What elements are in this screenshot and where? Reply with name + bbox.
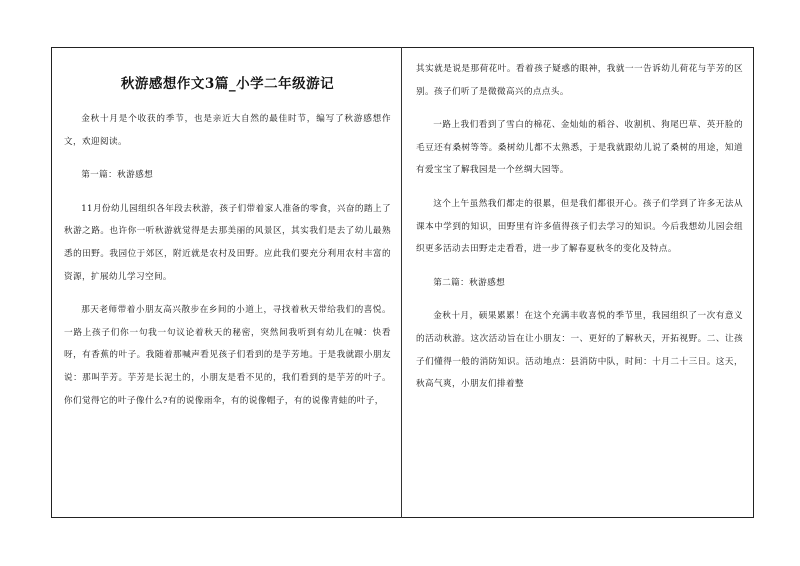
right-column: [416, 58, 743, 407]
section-2-heading: 第二篇：秋游感想: [433, 277, 506, 288]
section-1-paragraph-2: 那天老师带着小朋友高兴散步在乡间的小道上，寻找着秋天带给我们的喜悦。一路上孩子们你一句我一句议论着秋天的秘密，突然间我听到有幼儿在喊：快看呀，有香蕉的叶子。我随着那喊声看见孩子们看到的是芋芳地。于是我就跟小朋友说：那叫芋芳。芋芳是长泥土的，小朋友是看不见的，我们看到的是芋芳的叶子。你们觉得它的叶子像什么?有的说像雨伞，有的说像帽子，有的说像青蛙的叶子，: [64, 305, 391, 406]
section-1-paragraph-2-continued: 其实就是说是那荷花叶。看着孩子疑惑的眼神，我就一一告诉幼儿荷花与芋芳的区别。孩子们听了是微微高兴的点点头。: [416, 64, 743, 97]
column-divider: [401, 47, 402, 518]
intro-paragraph: 金秋十月是个收获的季节，也是亲近大自然的最佳时节，编写了秋游感想作文，欢迎阅读。: [64, 114, 391, 147]
section-1-paragraph-3: 一路上我们看到了雪白的棉花、金灿灿的稻谷、收割机、狗尾巴草、英开脸的毛豆还有桑树等等。桑树幼儿都不太熟悉，于是我就跟幼儿说了桑树的用途，知道有爱宝宝了解我园是一个丝绸大园等。: [416, 120, 743, 176]
section-1-heading: 第一篇：秋游感想: [81, 170, 154, 181]
document-title: 秋游感想作文3篇_小学二年级游记: [120, 76, 335, 92]
section-1-paragraph-4: 这个上午虽然我们都走的很累，但是我们都很开心。孩子们学到了许多无法从课本中学到的知识，田野里有许多值得孩子们去学习的知识。今后我想幼儿园会组织更多活动去田野走走看看，进一步了解春夏秋冬的变化及特点。: [416, 198, 743, 255]
left-column: [64, 58, 391, 423]
section-2-paragraph-1: 金秋十月，硕果累累！在这个充满丰收喜悦的季节里，我园组织了一次有意义的活动秋游。这次活动旨在让小朋友：一、更好的了解秋天，开拓视野。二、让孩子们懂得一般的消防知识。活动地点：县消防中队，时间：十月二十三日。这天，秋高气爽，小朋友们排着整: [416, 311, 743, 390]
section-1-paragraph-1: 11月份幼儿园组织各年段去秋游，孩子们带着家人准备的零食，兴奋的踏上了秋游之路。也许你一听秋游就觉得是去那美丽的风景区，其实我们是去了幼儿最熟悉的田野。我园位于郊区，附近就是农村及田野。应此我们要充分利用农村丰富的资源，扩展幼儿学习空间。: [64, 203, 391, 282]
